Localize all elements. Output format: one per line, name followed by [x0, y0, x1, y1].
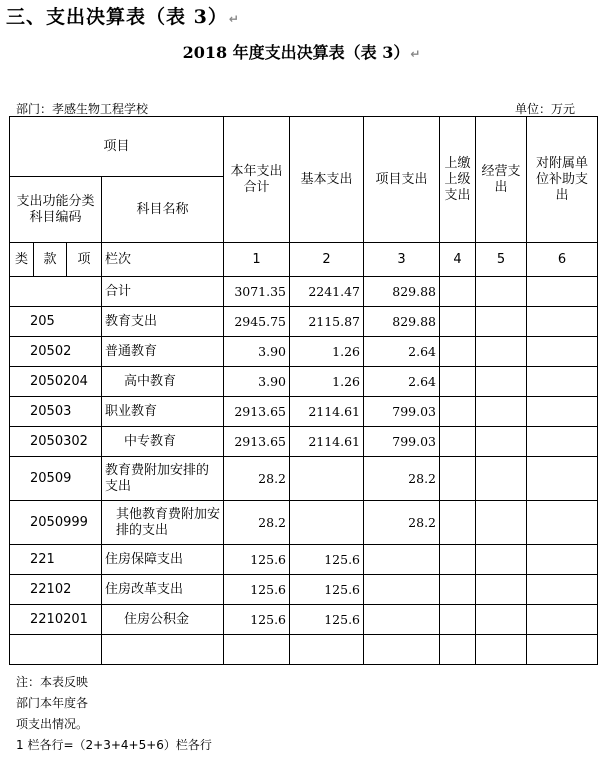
row-code: 2050204: [10, 367, 102, 397]
row-code: 2050302: [10, 427, 102, 457]
total-label: 合计: [102, 277, 224, 307]
table-row: [10, 367, 598, 397]
row-col1: 2913.65: [224, 397, 290, 427]
row-col2: 2115.87: [290, 307, 364, 337]
table-row: [10, 605, 598, 635]
row-col3: 2.64: [364, 367, 440, 397]
header-lei: 类: [10, 243, 34, 277]
table-notes: [16, 672, 212, 756]
row-name: 职业教育: [102, 397, 224, 427]
row-col3: 799.03: [364, 397, 440, 427]
row-col2: 2114.61: [290, 397, 364, 427]
row-name: 教育费附加安排的支出: [102, 457, 224, 501]
header-kuan: 款: [34, 243, 67, 277]
row-col1: 2945.75: [224, 307, 290, 337]
col-number-3: 3: [364, 243, 440, 277]
table-title: 2018 年度支出决算表（表 3）↵: [182, 43, 421, 62]
section-heading: 三、支出决算表（表 3）↵: [6, 6, 240, 28]
row-col1: 2913.65: [224, 427, 290, 457]
table-row: [10, 337, 598, 367]
total-col3: 829.88: [364, 277, 440, 307]
row-col2: [290, 457, 364, 501]
row-col3: 28.2: [364, 501, 440, 545]
row-name: 住房改革支出: [102, 575, 224, 605]
row-name: 中专教育: [102, 427, 224, 457]
row-col3: 2.64: [364, 337, 440, 367]
table-row: [10, 457, 598, 501]
col-number-2: 2: [290, 243, 364, 277]
header-xiang: 项: [67, 243, 102, 277]
empty-row: [10, 635, 598, 665]
row-col1: 3.90: [224, 337, 290, 367]
row-col2: 2114.61: [290, 427, 364, 457]
total-row: [10, 277, 598, 307]
col-number-1: 1: [224, 243, 290, 277]
row-col3: [364, 575, 440, 605]
row-col2: 1.26: [290, 337, 364, 367]
col-number-4: 4: [440, 243, 476, 277]
row-name: 高中教育: [102, 367, 224, 397]
header-code-group: 支出功能分类科目编码: [10, 177, 102, 243]
header-lanci: 栏次: [102, 243, 224, 277]
row-col2: 125.6: [290, 575, 364, 605]
row-name: 住房保障支出: [102, 545, 224, 575]
note-line: 1 栏各行=（2+3+4+5+6）栏各行: [16, 738, 212, 752]
row-col3: [364, 545, 440, 575]
row-code: 205: [10, 307, 102, 337]
row-col1: 125.6: [224, 575, 290, 605]
note-line: 项支出情况。: [16, 717, 89, 731]
expenditure-table: [9, 116, 598, 665]
row-code: 22102: [10, 575, 102, 605]
row-name: 教育支出: [102, 307, 224, 337]
row-name: 普通教育: [102, 337, 224, 367]
department-label: 部门：孝感生物工程学校: [16, 102, 149, 116]
table-row: [10, 501, 598, 545]
row-code: 2210201: [10, 605, 102, 635]
row-name: 其他教育费附加安排的支出: [102, 501, 224, 545]
header-col5: 经营支出: [476, 117, 527, 243]
header-col3: 项目支出: [364, 117, 440, 243]
table-row: [10, 307, 598, 337]
header-project: 项目: [10, 117, 224, 177]
row-col1: 28.2: [224, 457, 290, 501]
col-number-5: 5: [476, 243, 527, 277]
row-col2: [290, 501, 364, 545]
row-col2: 125.6: [290, 545, 364, 575]
row-code: 20502: [10, 337, 102, 367]
table-row: [10, 545, 598, 575]
row-col1: 125.6: [224, 545, 290, 575]
row-code: 2050999: [10, 501, 102, 545]
col-number-6: 6: [527, 243, 598, 277]
table-row: [10, 427, 598, 457]
table-row: [10, 575, 598, 605]
total-col2: 2241.47: [290, 277, 364, 307]
row-col1: 28.2: [224, 501, 290, 545]
note-line: 注：本表反映: [16, 675, 89, 689]
header-subject-name: 科目名称: [102, 177, 224, 243]
row-col3: 28.2: [364, 457, 440, 501]
row-code: 20503: [10, 397, 102, 427]
header-col4: 上缴上级支出: [440, 117, 476, 243]
row-name: 住房公积金: [102, 605, 224, 635]
note-line: 部门本年度各: [16, 696, 89, 710]
row-code: 221: [10, 545, 102, 575]
row-col2: 1.26: [290, 367, 364, 397]
header-col1: 本年支出合计: [224, 117, 290, 243]
header-col2: 基本支出: [290, 117, 364, 243]
row-col3: 799.03: [364, 427, 440, 457]
row-col3: [364, 605, 440, 635]
header-col6: 对附属单位补助支出: [527, 117, 598, 243]
unit-label: 单位：万元: [514, 102, 575, 116]
total-col1: 3071.35: [224, 277, 290, 307]
row-col1: 3.90: [224, 367, 290, 397]
table-row: [10, 397, 598, 427]
row-col1: 125.6: [224, 605, 290, 635]
row-col3: 829.88: [364, 307, 440, 337]
row-col2: 125.6: [290, 605, 364, 635]
row-code: 20509: [10, 457, 102, 501]
